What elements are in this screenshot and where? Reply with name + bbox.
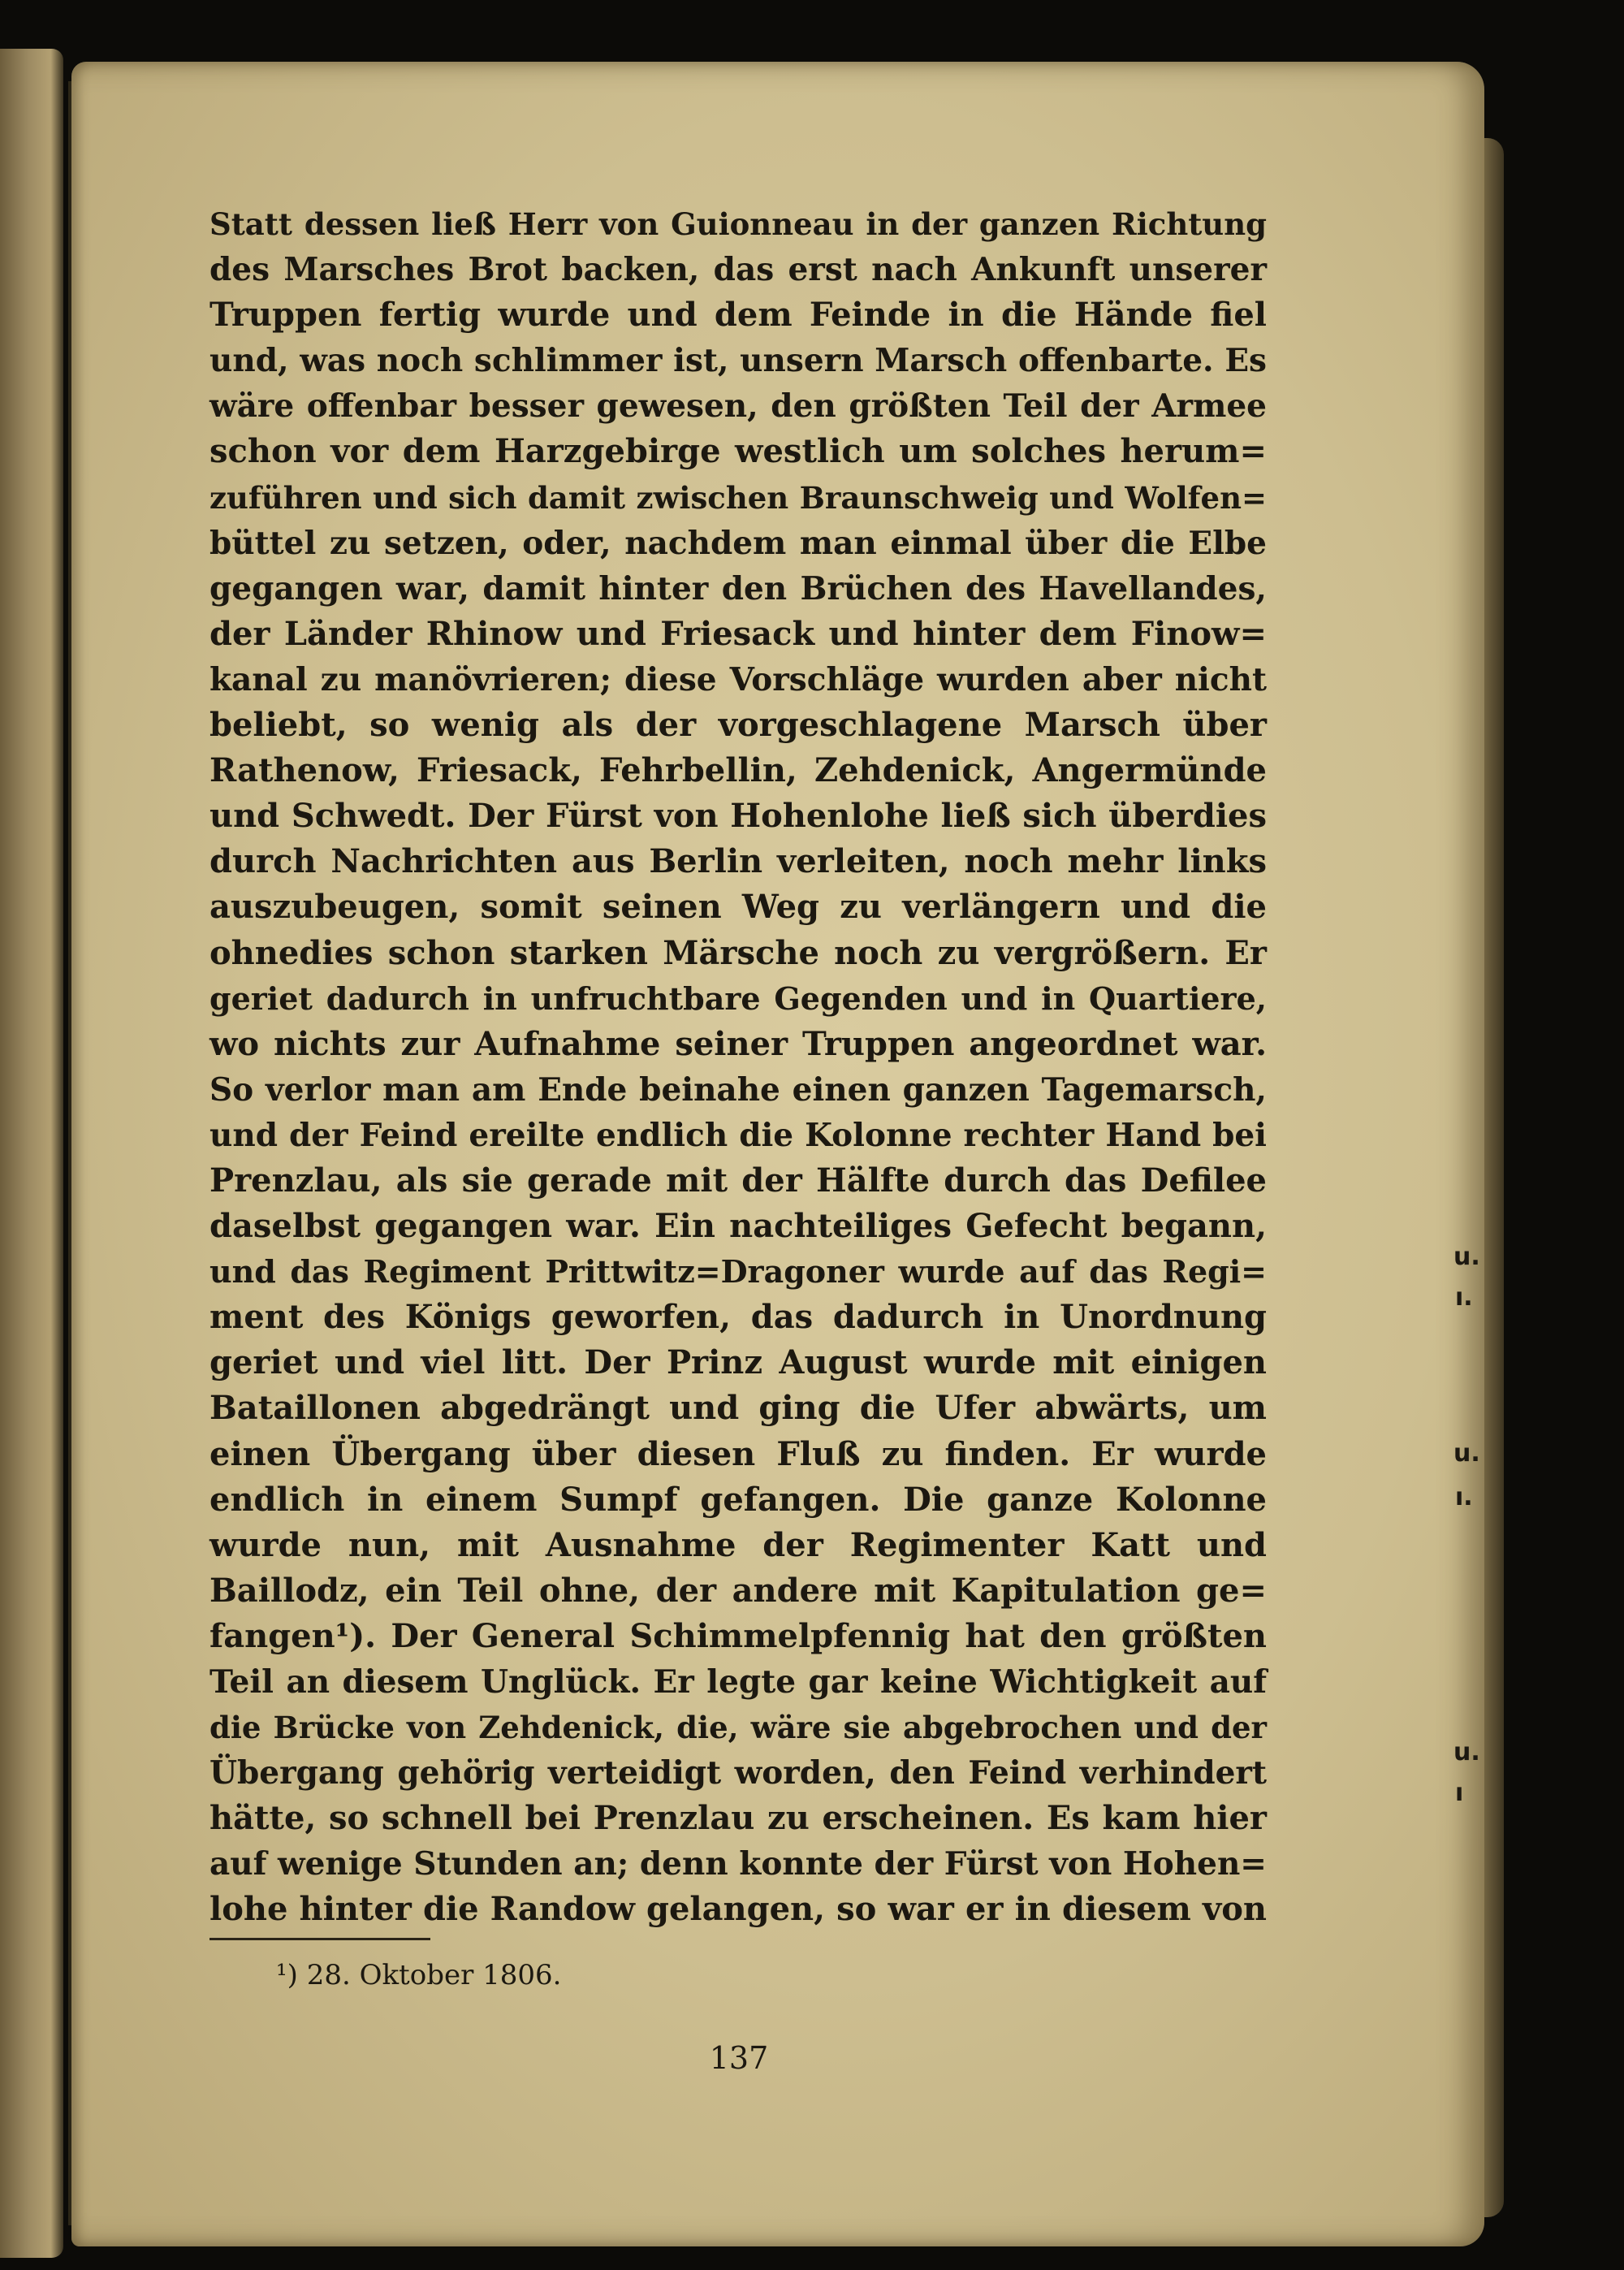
text-line: So verlor man am Ende beinahe einen ganzen Tagemarsch, — [209, 1070, 1267, 1109]
previous-page-edge — [0, 49, 63, 2258]
text-line: hätte, so schnell bei Prenzlau zu erscheinen. Es kam hier — [209, 1799, 1267, 1838]
text-line: Bataillonen abgedrängt und ging die Ufer abwärts, um — [209, 1389, 1267, 1428]
text-line: gegangen war, damit hinter den Brüchen des Havellandes, — [209, 569, 1267, 607]
margin-mark: ı — [1455, 1779, 1464, 1807]
margin-mark: u. — [1453, 1243, 1480, 1271]
text-line: kanal zu manövrieren; diese Vorschläge wurden aber nicht — [209, 660, 1267, 698]
text-line: Baillodz, ein Teil ohne, der andere mit Kapitulation ge= — [209, 1571, 1267, 1610]
text-line: der Länder Rhinow und Friesack und hinter dem Finow= — [209, 614, 1267, 653]
binding-gutter — [68, 81, 71, 2225]
text-line: Statt dessen ließ Herr von Guionneau in der ganzen Richtung — [209, 206, 1267, 242]
text-line: Truppen fertig wurde und dem Feinde in die Hände fiel — [209, 296, 1267, 335]
margin-mark: ı. — [1455, 1483, 1473, 1511]
text-line: wo nichts zur Aufnahme seiner Truppen angeordnet war. — [209, 1024, 1267, 1063]
footnote-divider — [209, 1938, 430, 1940]
text-line: endlich in einem Sumpf gefangen. Die ganze Kolonne — [209, 1480, 1267, 1519]
body-text — [209, 201, 1267, 1933]
text-line: Rathenow, Friesack, Fehrbellin, Zehdenick, Angermünde — [209, 751, 1267, 790]
text-line: geriet dadurch in unfruchtbare Gegenden und in Quartiere, — [209, 979, 1267, 1017]
margin-mark: u. — [1453, 1738, 1480, 1766]
text-line: ment des Königs geworfen, das dadurch in Unordnung — [209, 1298, 1267, 1337]
text-line: daselbst gegangen war. Ein nachteiliges Gefecht begann, — [209, 1207, 1267, 1246]
text-line: Prenzlau, als sie gerade mit der Hälfte durch das Defilee — [209, 1161, 1267, 1200]
text-line: des Marsches Brot backen, das erst nach Ankunft unserer — [209, 251, 1267, 289]
text-line: auszubeugen, somit seinen Weg zu verlängern und die — [209, 888, 1267, 927]
text-line: wurde nun, mit Ausnahme der Regimenter Katt und — [209, 1525, 1267, 1564]
text-line: zuführen und sich damit zwischen Braunschweig und Wolfen= — [209, 479, 1267, 516]
footnote: ¹) 28. Oktober 1806. — [276, 1959, 562, 1991]
text-line: Übergang gehörig verteidigt worden, den Feind verhindert — [209, 1754, 1267, 1792]
text-line: auf wenige Stunden an; denn konnte der Fürst von Hohen= — [209, 1845, 1267, 1883]
text-line: geriet und viel litt. Der Prinz August wurde mit einigen — [209, 1343, 1267, 1382]
text-line: schon vor dem Harzgebirge westlich um solches herum= — [209, 432, 1267, 471]
text-line: und der Feind ereilte endlich die Kolonne rechter Hand bei — [209, 1116, 1267, 1154]
text-line: ohnedies schon starken Märsche noch zu vergrößern. Er — [209, 933, 1267, 972]
text-line: fangen¹). Der General Schimmelpfennig hat den größten — [209, 1616, 1267, 1655]
text-line: und, was noch schlimmer ist, unsern Marsch offenbarte. Es — [209, 342, 1267, 380]
text-line: und Schwedt. Der Fürst von Hohenlohe ließ sich überdies — [209, 797, 1267, 836]
margin-mark: u. — [1453, 1439, 1480, 1468]
text-line: und das Regiment Prittwitz=Dragoner wurde auf das Regi= — [209, 1253, 1267, 1291]
text-line: wäre offenbar besser gewesen, den größten Teil der Armee — [209, 387, 1267, 426]
page-number: 137 — [709, 2040, 769, 2076]
text-line: beliebt, so wenig als der vorgeschlagene Marsch über — [209, 706, 1267, 745]
text-line: Teil an diesem Unglück. Er legte gar keine Wichtigkeit auf — [209, 1663, 1267, 1701]
text-line: büttel zu setzen, oder, nachdem man einmal über die Elbe — [209, 524, 1267, 562]
text-line: einen Übergang über diesen Fluß zu finden. Er wurde — [209, 1434, 1267, 1473]
text-line: lohe hinter die Randow gelangen, so war er in diesem von — [209, 1890, 1267, 1929]
margin-mark: ı. — [1455, 1283, 1473, 1312]
text-line: die Brücke von Zehdenick, die, wäre sie abgebrochen und der — [209, 1710, 1267, 1746]
text-line: durch Nachrichten aus Berlin verleiten, noch mehr links — [209, 842, 1267, 881]
